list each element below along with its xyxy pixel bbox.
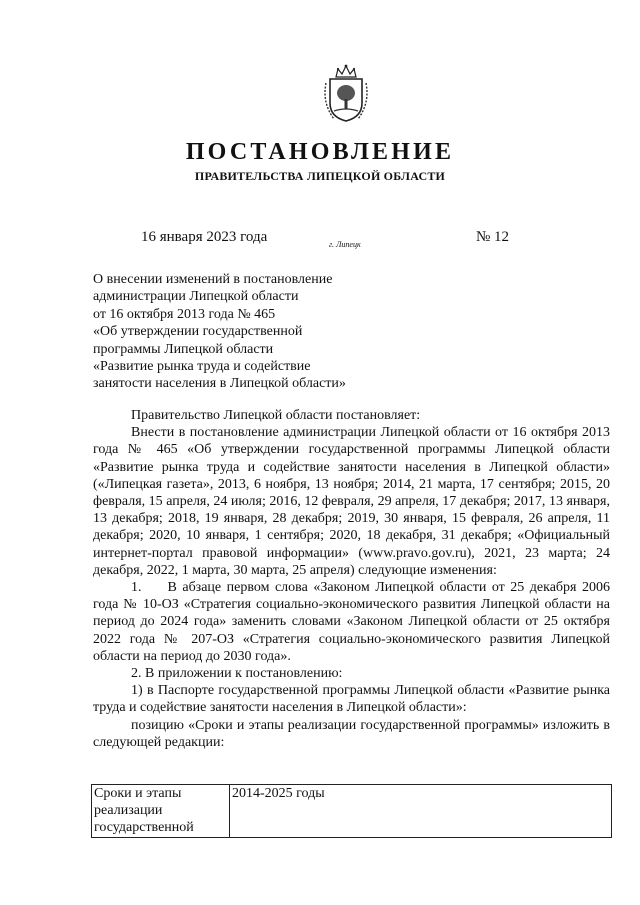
coat-of-arms-icon [322, 63, 370, 123]
table-row [92, 785, 612, 838]
item-text: В абзаце первом слова «Законом Липецкой области от 25 декабря 2006 года № 10-ОЗ «Стратегия социально-экономического развития Липецкой области на период до 2024 года» заменить словами «Законом Липецкой области от 25 октября 2022 года № 207-ОЗ «Стратегия социально-экономического развития Липецкой области на период до 2030 года». [93, 580, 610, 664]
table-cell-value: 2014-2025 годы [230, 785, 612, 838]
subject-line: программы Липецкой области [93, 341, 274, 357]
paragraph-subitem-1: 1) в Паспорте государственной программы Липецкой области «Развитие рынка труда и содействие занятости населения в Липецкой области»: [93, 683, 610, 716]
subject-line: «Развитие рынка труда и содействие [93, 359, 311, 375]
paragraph-item-1 [93, 579, 610, 665]
paragraph-item-2: 2. В приложении к постановлению: [131, 666, 343, 682]
document-issuer: ПРАВИТЕЛЬСТВА ЛИПЕЦКОЙ ОБЛАСТИ [194, 169, 446, 183]
document-city: г. Липецк [329, 240, 361, 249]
subject-line: занятости населения в Липецкой области» [93, 376, 346, 392]
subject-line: администрации Липецкой области [93, 289, 299, 305]
paragraph-main: Внести в постановление администрации Липецкой области от 16 октября 2013 года № 465 «Об утверждении государственной программы Липецкой области «Развитие рынка труда и содействие занятости населения в Липецкой области» («Липецкая газета», 2013, 6 ноября, 13 ноября; 2014, 21 марта, 17 сентября; 2015, 20 февраля, 15 апреля, 24 июля; 2016, 12 февраля, 29 апреля, 17 декабря; 2017, 13 января, 13 декабря; 2018, 19 января, 28 декабря; 2019, 30 января, 15 февраля, 26 апреля, 11 декабря; 2020, 10 января, 1 сентября; 2020, 18 декабря, 31 декабря; «Официальный интернет-портал правовой информации» (www.pravo.gov.ru), 2021, 23 марта; 24 декабря, 2022, 1 марта, 30 марта, 25 апреля) следующие изменения: [93, 425, 610, 578]
document-body [93, 407, 610, 751]
table-cell-label: Сроки и этапы реализации государственной [92, 785, 230, 838]
document-number: № 12 [476, 229, 510, 245]
subject-line: «Об утверждении государственной [93, 324, 303, 340]
document-date: 16 января 2023 года [141, 229, 268, 245]
item-number: 1. [131, 580, 142, 596]
document-subject [93, 271, 346, 393]
passport-table [91, 784, 612, 838]
subject-line: О внесении изменений в постановление [93, 272, 333, 287]
subject-line: от 16 октября 2013 года № 465 [93, 306, 276, 322]
paragraph-preamble: Правительство Липецкой области постановляет: [131, 408, 421, 423]
paragraph-position: позицию «Сроки и этапы реализации государственной программы» изложить в следующей редакции: [93, 717, 610, 750]
document-title: ПОСТАНОВЛЕНИЕ [185, 139, 455, 165]
